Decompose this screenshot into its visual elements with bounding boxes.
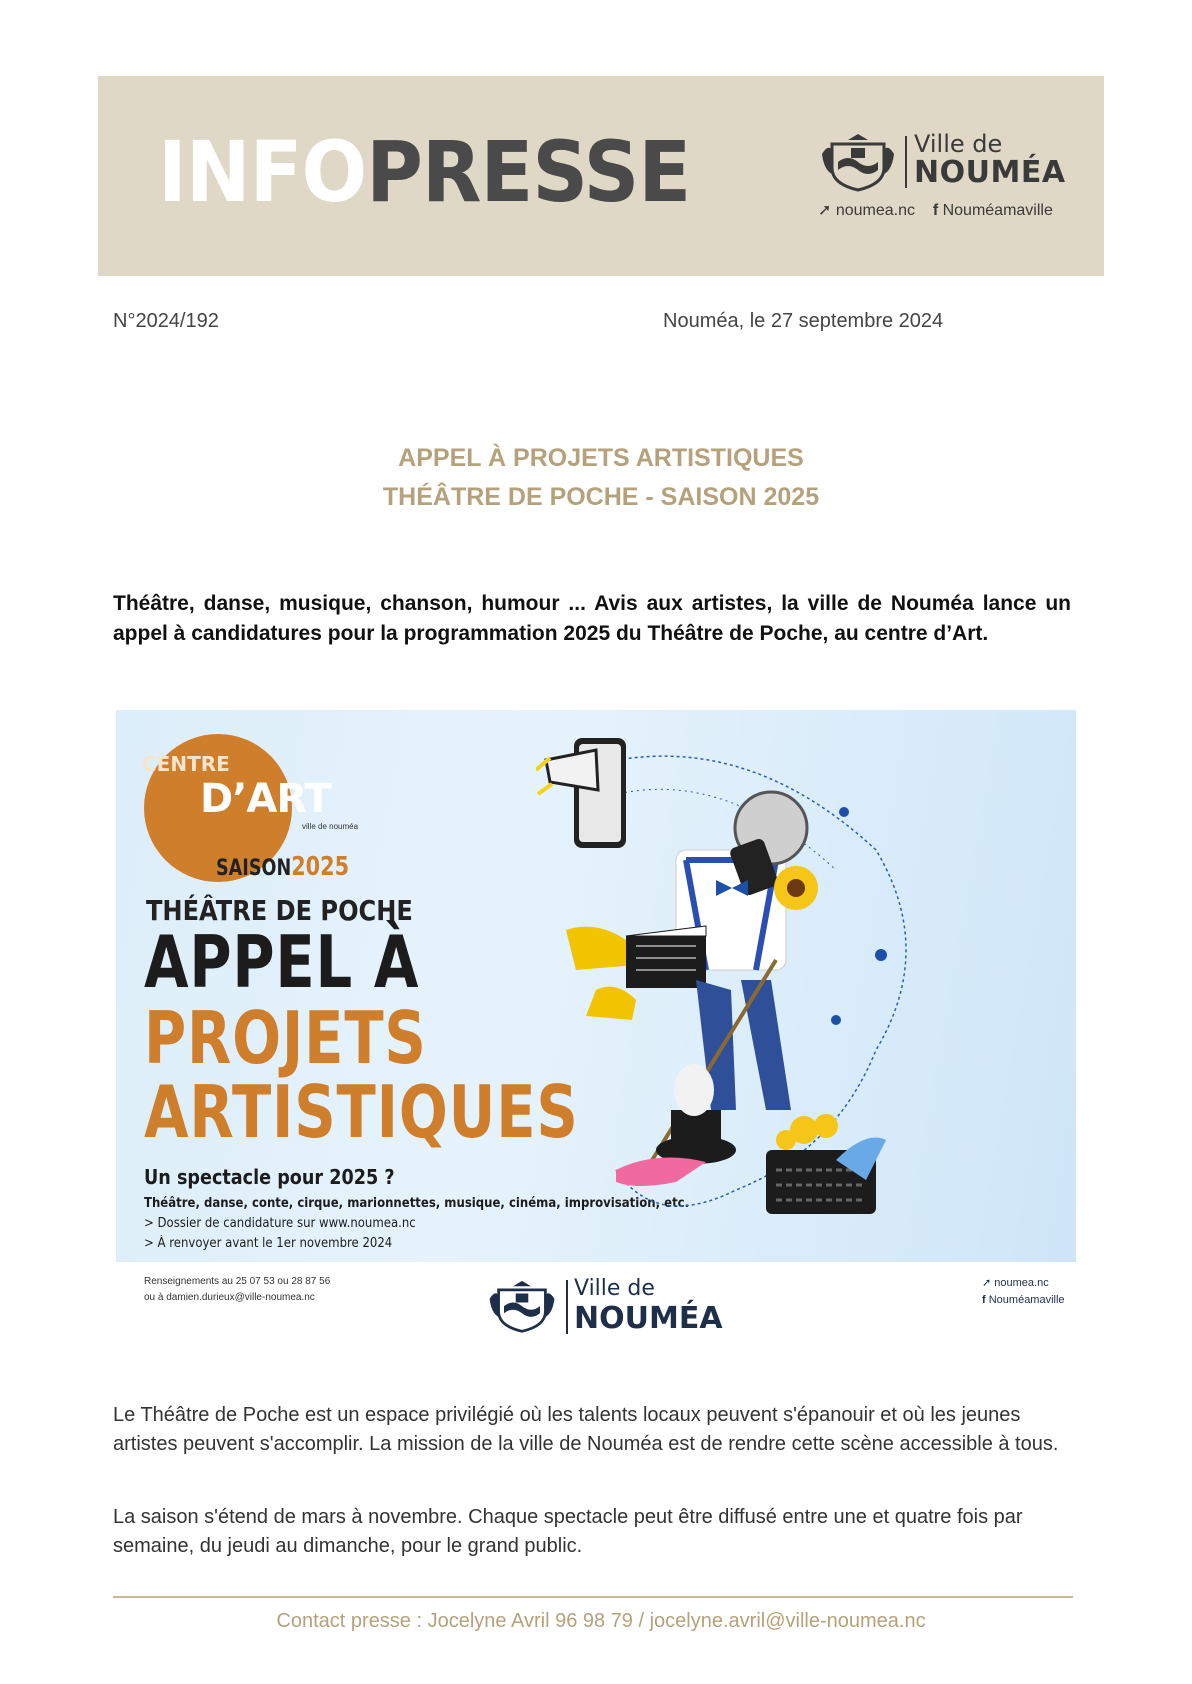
- noumea-crest-icon: [818, 134, 898, 192]
- poster-theatre-title: THÉÂTRE DE POCHE: [146, 894, 413, 927]
- page-title-line2: THÉÂTRE DE POCHE - SAISON 2025: [382, 483, 820, 511]
- centre-label: CENTRE: [142, 752, 230, 776]
- poster-logo-divider: [566, 1280, 568, 1334]
- logo-links: [818, 200, 1053, 220]
- page-title-line1: APPEL À PROJETS ARTISTIQUES: [398, 444, 804, 472]
- logo-noumea: NOUMÉA: [914, 155, 1066, 190]
- poster-facebook: [982, 1294, 1065, 1306]
- saison-label: [216, 852, 349, 882]
- footer-divider: [113, 1596, 1073, 1598]
- poster-artistiques: ARTISTIQUES: [144, 1070, 579, 1154]
- site-link[interactable]: noumea.nc: [835, 202, 916, 219]
- body-paragraph-2: La saison s'étend de mars à novembre. Chaque spectacle peut être diffusé entre une et quatre fois par semaine, du jeudi au dimanche, pour le grand public.: [113, 1506, 1023, 1557]
- centre-sub-label: ville de nouméa: [302, 822, 359, 831]
- brand-presse: PRESSE: [366, 123, 691, 221]
- poster-image: [116, 710, 1076, 1353]
- poster-deadline: > À renvoyer avant le 1er novembre 2024: [144, 1236, 393, 1251]
- poster-logo-noumea: NOUMÉA: [574, 1301, 723, 1336]
- poster-facebook-label: Nouméamaville: [988, 1294, 1065, 1306]
- press-contact: Contact presse : Jocelyne Avril 96 98 79 / jocelyne.avril@ville-noumea.nc: [276, 1610, 926, 1632]
- saison-word: SAISON: [216, 856, 292, 881]
- poster-disciplines: Théâtre, danse, conte, cirque, marionnettes, musique, cinéma, improvisation, etc.: [144, 1196, 690, 1211]
- location-arrow-icon: ➚: [982, 1277, 992, 1289]
- poster-dossier: > Dossier de candidature sur www.noumea.nc: [144, 1216, 416, 1231]
- facebook-icon: f: [932, 202, 939, 219]
- facebook-icon: f: [982, 1294, 986, 1306]
- poster-site-label: noumea.nc: [994, 1277, 1049, 1289]
- saison-year: 2025: [291, 852, 350, 882]
- noumea-crest-icon: [486, 1278, 558, 1336]
- header-banner: [98, 76, 1104, 276]
- press-date: Nouméa, le 27 septembre 2024: [663, 310, 944, 332]
- facebook-link[interactable]: Nouméamaville: [942, 202, 1053, 219]
- poster-site: [982, 1276, 1049, 1289]
- poster-appel: APPEL À: [144, 920, 420, 1004]
- location-arrow-icon: ➚: [818, 202, 832, 219]
- body-paragraph-1: Le Théâtre de Poche est un espace privilégié où les talents locaux peuvent s'épanouir et où les jeunes artistes peuvent s'accomplir. La mission de la ville de Nouméa est de rendre cette scène accessible à tous.: [113, 1404, 1059, 1455]
- performer-collage-illustration: [536, 730, 936, 1250]
- lead-paragraph: Théâtre, danse, musique, chanson, humour ... Avis aux artistes, la ville de Nouméa lance un appel à candidatures pour la programmation 2025 du Théâtre de Poche, au centre d’Art.: [113, 592, 1071, 645]
- dart-label: D’ART: [200, 776, 331, 822]
- info-presse-logo: [158, 123, 691, 221]
- poster-projets: PROJETS: [144, 996, 427, 1080]
- poster-logo-ville: Ville de: [574, 1276, 655, 1301]
- logo-ville-de: Ville de: [914, 130, 1003, 158]
- press-reference: N°2024/192: [113, 310, 219, 332]
- poster-ville-logo: [486, 1276, 726, 1340]
- logo-divider: [905, 136, 907, 188]
- poster-contact-email: ou à damien.durieux@ville-noumea.nc: [144, 1292, 315, 1303]
- ville-de-noumea-logo: [818, 130, 1066, 222]
- poster-contact-phone: Renseignements au 25 07 53 ou 28 87 56: [144, 1276, 331, 1287]
- brand-info: INFO: [158, 123, 367, 221]
- poster-question: Un spectacle pour 2025 ?: [144, 1165, 395, 1189]
